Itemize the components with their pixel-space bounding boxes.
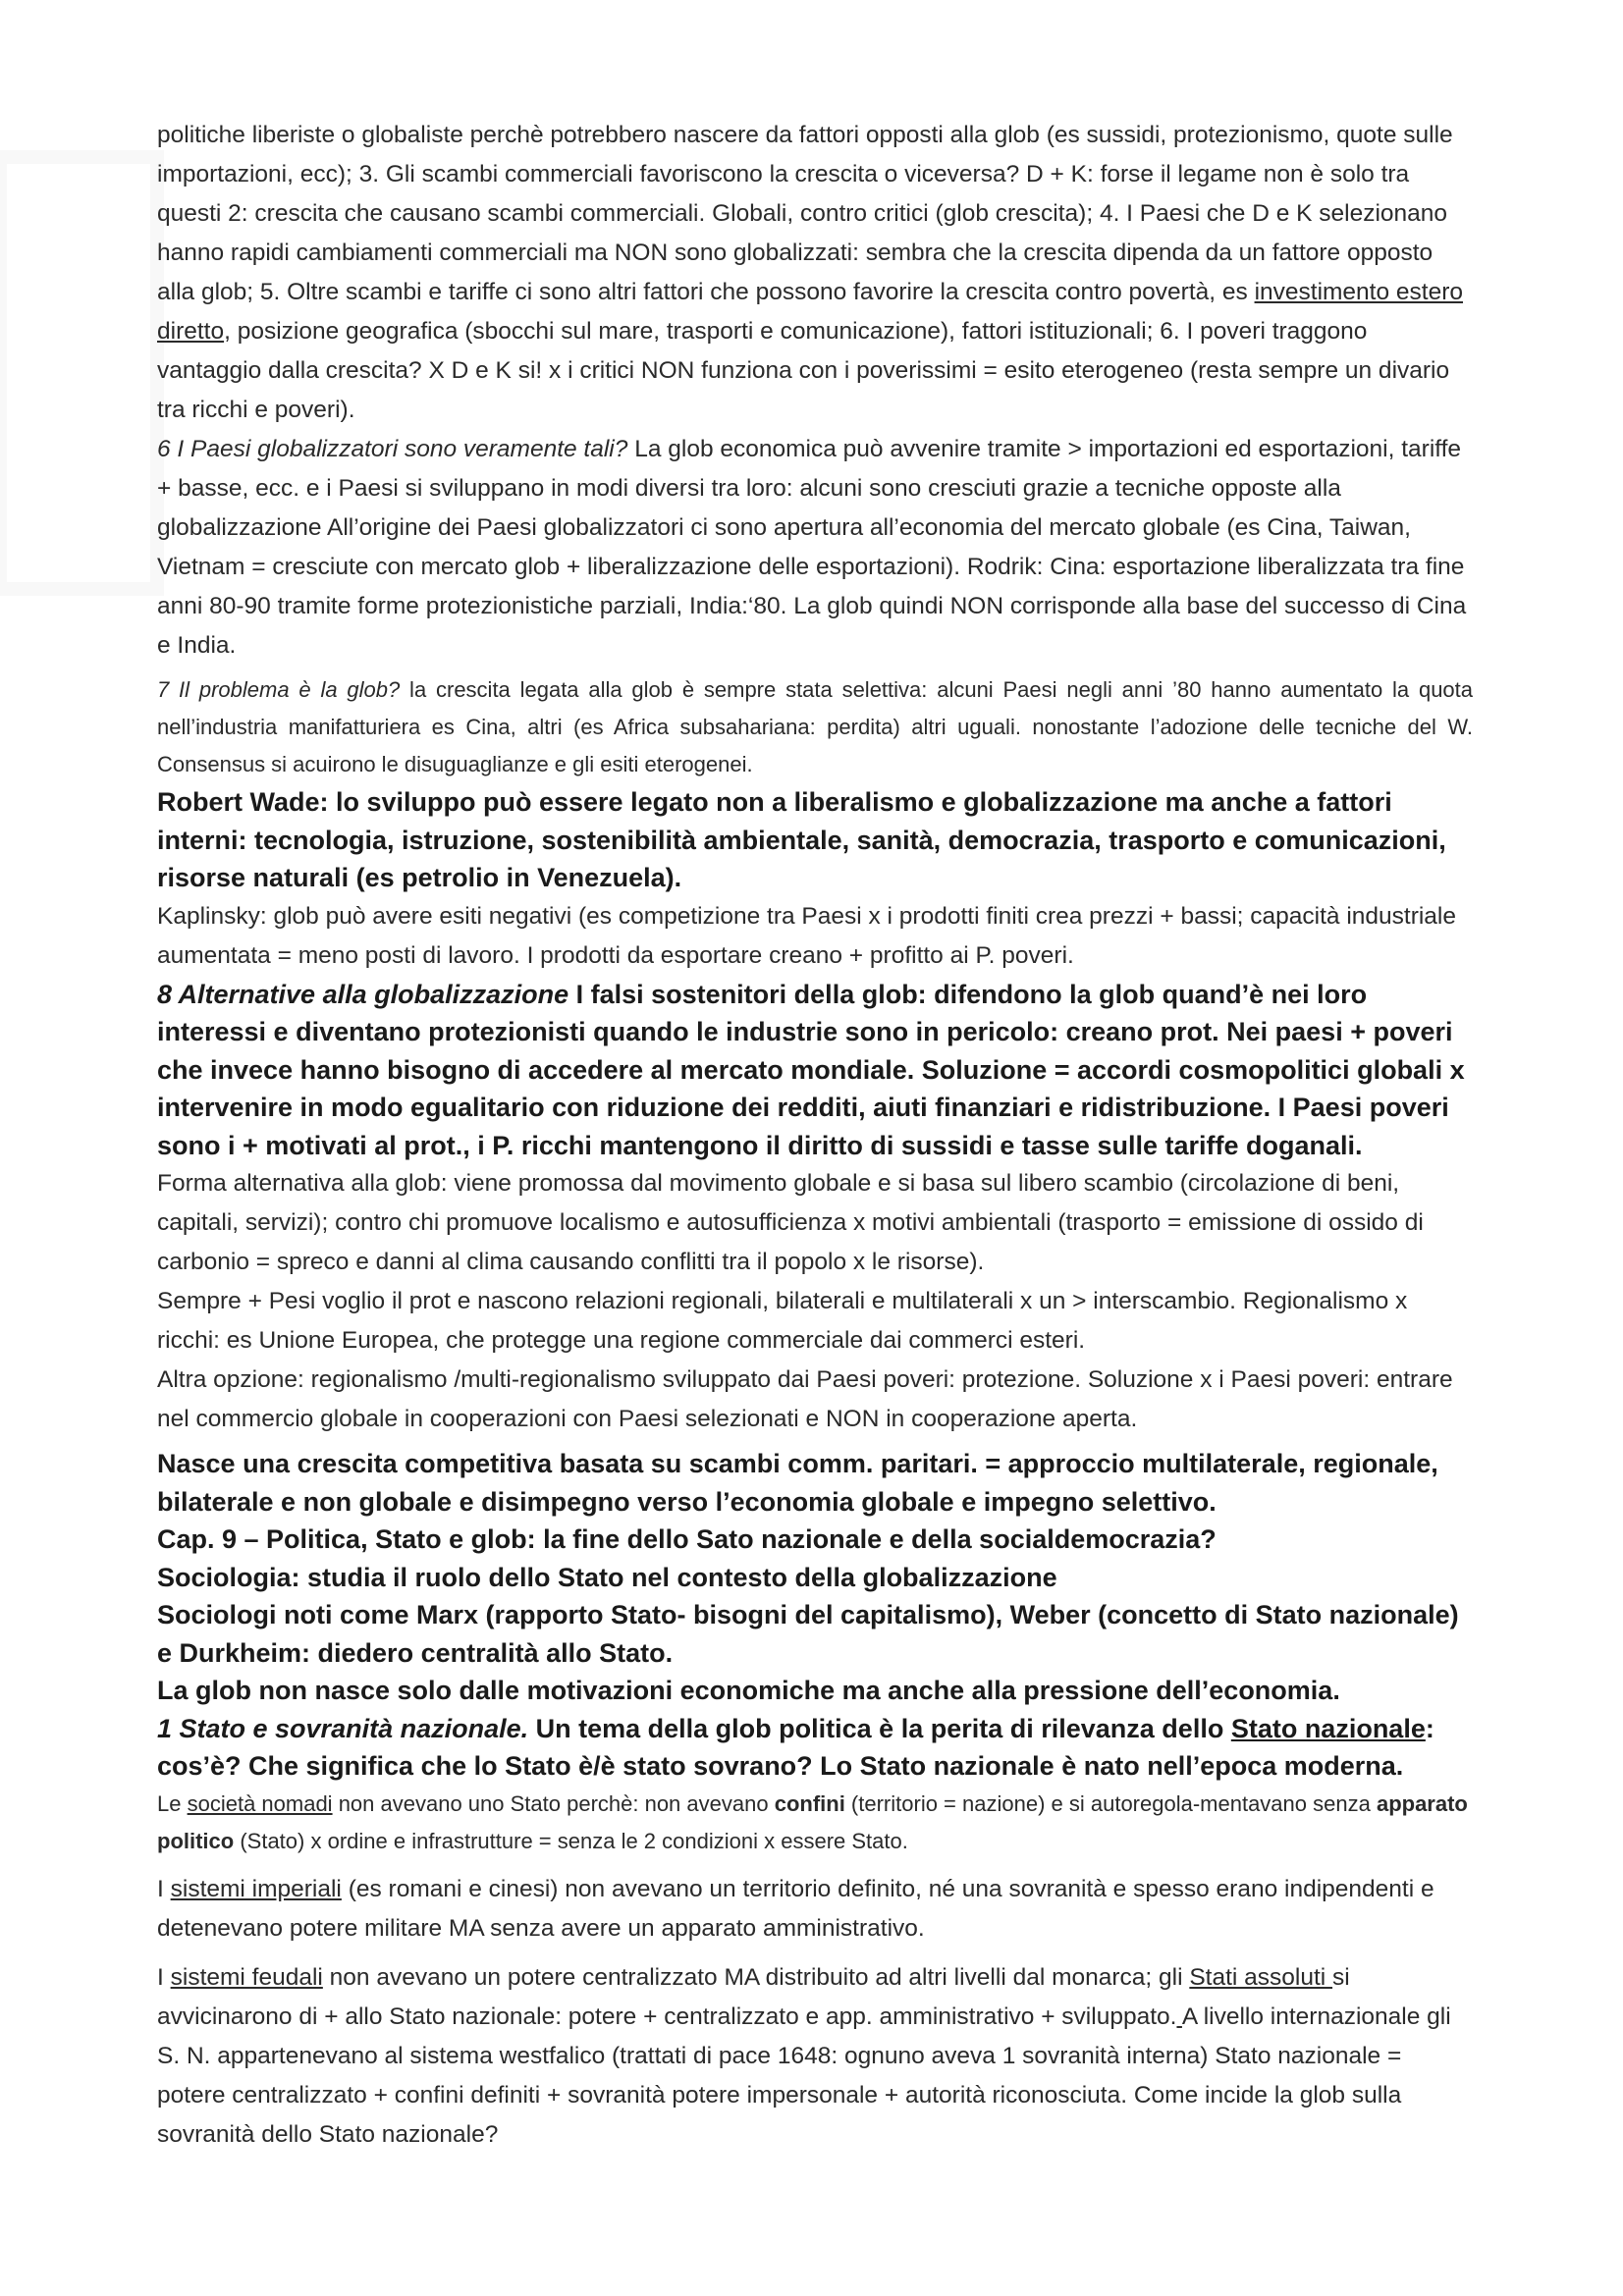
paragraph-section-7 (157, 671, 1473, 783)
underlined-term: Stato nazionale (1230, 1713, 1426, 1743)
text: I (157, 1875, 171, 1902)
paragraph-regionalism-rich: Sempre + Pesi voglio il prot e nascono relazioni regionali, bilaterali e multilaterali x un > interscambio. Regionalismo x ricchi: es Unione Europea, che protegge una regione commerciale dai commerci esteri. (157, 1288, 1408, 1354)
paragraph-sociologists: Sociologi noti come Marx (rapporto Stato- bisogni del capitalismo), Weber (concetto di Stato nazionale) e Durkheim: diedero centralità allo Stato. (157, 1600, 1459, 1668)
text: si avvicinarono di + allo Stato nazionale: potere + centralizzato e app. amministrativo + sviluppato. (157, 1963, 1350, 2030)
paragraph-section-8 (157, 976, 1473, 1165)
section-heading: 1 Stato e sovranità nazionale. (157, 1713, 529, 1743)
text: Le (157, 1790, 188, 1816)
bold-term: apparato politico (157, 1790, 1468, 1853)
chapter-9-heading: Cap. 9 – Politica, Stato e glob: la fine dello Sato nazionale e della socialdemocrazia? (157, 1524, 1217, 1554)
text: I (157, 1963, 171, 1991)
paragraph-feudal-systems (157, 1958, 1473, 2155)
paragraph-regionalism-poor: Altra opzione: regionalismo /multi-regionalismo sviluppato dai Paesi poveri: protezione. Soluzione x i Paesi poveri: entrare nel commercio globale in cooperazioni con Paesi selezionati e NON in cooperazione aperta. (157, 1366, 1453, 1432)
text: la crescita legata alla glob è sempre stata selettiva: alcuni Paesi negli anni ’80 hanno aumentato la quota nell’industria manifatturiera es Cina, altri (es Africa subsahariana: perdita) altri uguali. nonostante l’adozione delle tecniche del W. Consensus si acuirono le disuguaglianze e gli esiti eterogenei. (157, 677, 1474, 776)
paragraph-sociology: Sociologia: studia il ruolo dello Stato nel contesto della globalizzazione (157, 1562, 1057, 1592)
paragraph-section-6 (157, 430, 1473, 666)
paragraph-alternative-form: Forma alternativa alla glob: viene promossa dal movimento globale e si basa sul libero scambio (circolazione di beni, capitali, servizi); contro chi promuove localismo e autosufficienza x motivi ambientali (trasporto = emissione di ossido di carbonio = spreco e danni al clima causando conflitti tra il popolo x le risorse). (157, 1170, 1424, 1275)
text: politiche liberiste o globaliste perchè potrebbero nascere da fattori opposti alla glob (es sussidi, protezionismo, quote sulle importazioni, ecc); 3. Gli scambi commerciali favoriscono la crescita o viceversa? D + K: forse il legame non è solo tra questi 2: crescita che causano scambi commerciali. Globali, contro critici (glob crescita); 4. I Paesi che D e K selezionano hanno rapidi cambiamenti commerciali ma NON sono globalizzati: sembra che la crescita dipenda da un fattore opposto alla glob; 5. Oltre scambi e tariffe ci sono altri fattori che possono favorire la crescita contro povertà, es (157, 122, 1453, 305)
section-heading: 7 Il problema è la glob? (157, 677, 401, 702)
text: A livello internazionale gli S. N. appartenevano al sistema westfalico (trattati di pace 1648: ognuno aveva 1 sovranità interna) Stato nazionale = potere centralizzato + confini definiti + sovranità potere impersonale + autorità riconosciuta. Come incide la glob sulla sovranità dello Stato nazionale? (157, 2002, 1451, 2148)
underlined-term: società nomadi (187, 1790, 333, 1816)
underlined-term: investimento estero diretto (157, 279, 1463, 345)
text: (es romani e cinesi) non avevano un territorio definito, né una sovranità e spesso erano indipendenti e detenevano potere militare MA senza avere un apparato amministrativo. (157, 1875, 1434, 1942)
underlined-term: sistemi imperiali (170, 1875, 342, 1902)
paragraph-imperial-systems (157, 1870, 1473, 1949)
section-heading: 6 I Paesi globalizzatori sono veramente tali? (157, 436, 628, 462)
bold-term: confini (774, 1790, 845, 1816)
paragraph-nomadic-societies (157, 1786, 1473, 1860)
underlined-term: Stati assoluti (1189, 1963, 1333, 1991)
text: (Stato) x ordine e infrastrutture = senza le 2 condizioni x essere Stato. (234, 1828, 908, 1853)
text: La glob economica può avvenire tramite > importazioni ed esportazioni, tariffe + basse, ecc. e i Paesi si sviluppano in modi diversi tra loro: alcuni sono cresciuti grazie a tecniche opposte alla globalizzazione All’origine dei Paesi globalizzatori ci sono apertura all’economia del mercato globale (es Cina, Taiwan, Vietnam = cresciute con mercato glob + liberalizzazione delle esportazioni). Rodrik: Cina: esportazione liberalizzata tra fine anni 80-90 tramite forme protezionistiche parziali, India:‘80. La glob quindi NON corrisponde alla base del successo di Cina e India. (157, 436, 1467, 659)
paragraph-kaplinsky: Kaplinsky: glob può avere esiti negativi (es competizione tra Paesi x i prodotti finiti crea prezzi + bassi; capacità industriale aumentata = meno posti di lavoro. I prodotti da esportare creano + profitto ai P. poveri. (157, 902, 1456, 969)
text: non avevano uno Stato perchè: non avevano (332, 1790, 775, 1816)
text: non avevano un potere centralizzato MA distribuito ad altri livelli dal monarca; gli (322, 1963, 1190, 1991)
text: (territorio = nazione) e si autoregola-mentavano senza (844, 1790, 1377, 1816)
paragraph-economic-pressure: La glob non nasce solo dalle motivazioni economiche ma anche alla pressione dell’economia. (157, 1676, 1340, 1705)
notes-column (157, 116, 1473, 2155)
paragraph-robert-wade: Robert Wade: lo sviluppo può essere legato non a liberalismo e globalizzazione ma anche a fattori interni: tecnologia, istruzione, sostenibilità ambientale, sanità, democrazia, trasporto e comunicazioni, risorse naturali (es petrolio in Venezuela). (157, 787, 1446, 892)
paragraph-competitive-growth: Nasce una crescita competitiva basata su scambi comm. paritari. = approccio multilaterale, regionale, bilaterale e non globale e disimpegno verso l’economia globale e impegno selettivo. (157, 1449, 1438, 1517)
text: I falsi sostenitori della glob: difendono la glob quand’è nei loro interessi e diventano protezionisti quando le industrie sono in pericolo: creano prot. Nei paesi + poveri che invece hanno bisogno di accedere al mercato mondiale. Soluzione = accordi cosmopolitici globali x intervenire in modo egualitario con riduzione dei redditi, aiuti finanziari e ridistribuzione. I Paesi poveri sono i + motivati al prot., i P. ricchi mantengono il diritto di sussidi e tasse sulle tariffe doganali. (157, 979, 1465, 1160)
section-heading: 8 Alternative alla globalizzazione (157, 979, 569, 1009)
underlined-term: sistemi feudali (170, 1963, 323, 1991)
text: Un tema della glob politica è la perita di rilevanza dello (528, 1713, 1231, 1743)
paragraph-globalization-critique (157, 116, 1473, 430)
text: : cos’è? Che significa che lo Stato è/è stato sovrano? Lo Stato nazionale è nato nell’epoca moderna. (157, 1713, 1434, 1781)
paragraph-section-1-sovereignty (157, 1710, 1473, 1786)
text: , posizione geografica (sbocchi sul mare, trasporti e comunicazione), fattori istituzionali; 6. I poveri traggono vantaggio dalla crescita? X D e K si! x i critici NON funziona con i poverissimi = esito eterogeneo (resta sempre un divario tra ricchi e poveri). (157, 318, 1450, 423)
